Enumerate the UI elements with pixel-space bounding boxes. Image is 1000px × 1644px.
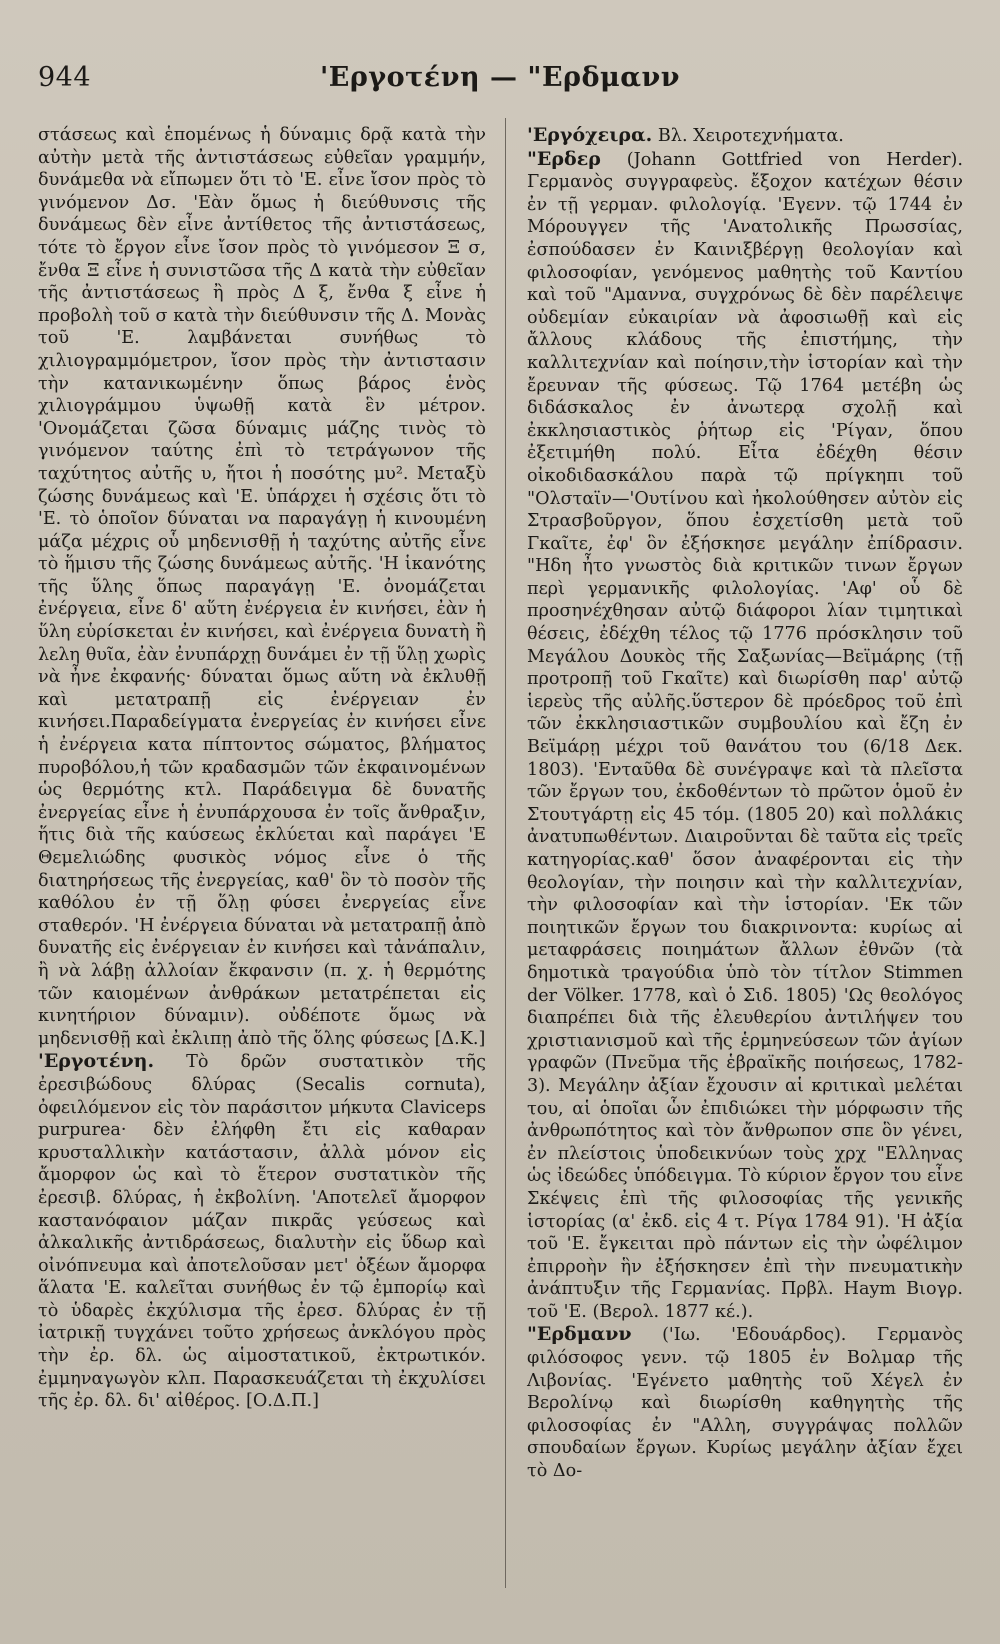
page-header: [38, 62, 962, 106]
page-number: 944: [38, 62, 92, 93]
entry-ergoteni-text: Τὸ δρῶν συστατικὸν τῆς ἐρεσιβώδους δλύρας (Secalis cornuta), ὀφειλόμενον εἰς τὸν παράσιτον μήκυτα Claviceps purpurea· δὲν ἐλήφθη ἔτι εἰς καθαραν κρυσταλλικὴν κατάστασιν, ἀλλὰ μόνον εἰς ἄμορφον ὡς καὶ τὸ ἕτερον συστατικὸν τῆς ἐρεσιβ. δλύρας, ἡ ἐκβολίνη. 'Αποτελεῖ ἄμορφον καστανόφαιον μάζαν πικρᾶς γεύσεως καὶ ἀλκαλικῆς ἀντιδράσεως, διαλυτὴν εἰς ὕδωρ καὶ οἰνόπνευμα καὶ ἀποτελοῦσαν μετ' ὀξέων ἄμορφα ἅλατα 'Ε. καλεῖται συνήθως ἐν τῷ ἐμπορίῳ καὶ τὸ ὑδαρὲς ἐκχύλισμα τῆς ἐρεσ. δλύρας ἐν τῇ ἰατρικῇ τυγχάνει τοῦτο χρήσεως ἀνκλόγου πρὸς τὴν ἐρ. δλ. ὡς αἱμοστατικοῦ, ἐκτρωτικόν. ἐμμηναγωγὸν κλπ. Παρασκευάζεται τὴ ἐκχυλίσει τῆς ἐρ. δλ. δι' αἰθέρος. [Ο.Δ.Π.]: [38, 1052, 486, 1412]
lemma-herder: "Ερδερ: [527, 147, 601, 170]
entry-ergocheira-text: Βλ. Χειροτεχνήματα.: [657, 126, 844, 146]
running-head: 'Εργοτένη — "Ερδμανν: [320, 62, 680, 93]
lemma-ergocheira: 'Εργόχειρα.: [527, 124, 653, 146]
right-column: [527, 124, 963, 1483]
entry-continuation: στάσεως καὶ ἑπομένως ἡ δύναμις δρᾷ κατὰ τὴν αὐτὴν μετὰ τῆς ἀντιστάσεως εὐθεῖαν γραμμήν, δυνάμεθα νὰ εἴπωμεν ὅτι τὸ 'Ε. εἶνε ἴσον πρὸς τὸ γινόμενον Δσ. 'Εὰν ὅμως ἡ διεύθυνσις τῆς δυνάμεως δὲν εἶνε ἀντίθετος τῆς ἀντιστάσεως, τότε τὸ ἔργον εἶνε ἴσον πρὸς τὸ γινόμεσον Ξ σ, ἔνθα Ξ εἶνε ἡ συνιστῶσα τῆς Δ κατὰ τὴν εὐθεῖαν τῆς ἀντιστάσεως ἢ πρὸς Δ ξ, ἔνθα ξ εἶνε ἡ προβολὴ τοῦ σ κατὰ τὴν διεύθυνσιν τῆς Δ. Μονὰς τοῦ 'Ε. λαμβάνεται συνήθως τὸ χιλιογραμμόμετρον, ἴσον πρὸς τὴν ἀντιστασιν τὴν κατανικωμένην ὅπως βάρος ἑνὸς χιλιογράμμου ὑψωθῇ κατὰ ἓν μέτρον. 'Ονομάζεται ζῶσα δύναμις μάζης τινὸς τὸ γινόμενον ταύτης ἐπὶ τὸ τετράγωνον τῆς ταχύτητος αὐτῆς υ, ἤτοι ἡ ποσότης μυ². Μεταξὺ ζώσης δυνάμεως καὶ 'Ε. ὑπάρχει ἡ σχέσις ὅτι τὸ 'Ε. τὸ ὁποῖον δύναται να παραγάγῃ ἡ κινουμένη μάζα μέχρις οὗ μηδενισθῇ ἡ ταχύτης αὐτῆς εἶνε τὸ ἥμισυ τῆς ζώσης δυνάμεως αὐτῆς. 'Η ἱκανότης τῆς ὕλης ὅπως παραγάγῃ 'Ε. ὀνομάζεται ἐνέργεια, εἶνε δ' αὕτη ἐνέργεια ἐν κινήσει, ἐὰν ἡ ὕλη εὑρίσκεται ἐν κινήσει, καὶ ἐνέργεια δυνατὴ ἢ λελη θυῖα, ἐὰν ἐνυπάρχῃ δυνάμει ἐν τῇ ὕλῃ χωρὶς νὰ ἦνε ἐκφανής· δύναται ὅμως αὕτη νὰ ἐκλυθῇ καὶ μετατραπῇ εἰς ἐνέργειαν ἐν κινήσει.Παραδείγματα ἐνεργείας ἐν κινήσει εἶνε ἡ ἐνέργεια κατα πίπτοντος σώματος, βλήματος πυροβόλου,ἡ τῶν κραδασμῶν τῶν ἐκφαινομένων ὡς θερμότης κτλ. Παράδειγμα δὲ δυνατῆς ἐνεργείας εἶνε ἡ ἐνυπάρχουσα ἐν τοῖς ἄνθραξιν, ἥτις διὰ τῆς καύσεως ἐκλύεται καὶ παράγει 'Ε Θεμελιώδης φυσικὸς νόμος εἶνε ὁ τῆς διατηρήσεως τῆς ἐνεργείας, καθ' ὃν τὸ ποσὸν τῆς καθόλου ἐν τῇ ὅλῃ φύσει ἐνεργείας εἶνε σταθερόν. 'Η ἐνέργεια δύναται νὰ μετατραπῇ ἀπὸ δυνατῆς εἰς ἐνέργειαν ἐν κινήσει καὶ τἀνάπαλιν, ἢ νὰ λάβῃ ἀλλοίαν ἔκφανσιν (π. χ. ἡ θερμότης τῶν καιομένων ἀνθράκων μετατρέπεται εἰς κινητήριον δύναμιν). οὐδέποτε ὅμως νὰ μηδενισθῇ καὶ ἐκλιπῃ ἀπὸ τῆς ὅλης φύσεως [Δ.Κ.]: [38, 125, 486, 1049]
left-column: [38, 124, 486, 1413]
entry-erdmann: [527, 1323, 963, 1482]
entry-herder: [527, 148, 963, 1324]
entry-herder-text: (Johann Gottfried von Herder). Γερμανὸς συγγραφεὺς. ἔξοχον κατέχων θέσιν ἐν τῇ γερμαν. φιλολογίᾳ. 'Εγενν. τῷ 1744 ἐν Μόρουγγεν τῆς 'Ανατολικῆς Πρωσσίας, ἐσπούδασεν ἐν Καινιξβέργῃ θεολογίαν καὶ φιλοσοφίαν, γενόμενος μαθητὴς τοῦ Καντίου καὶ τοῦ "Αμαννα, συγχρόνως δὲ δὲν παρέλειψε οὐδεμίαν εὐκαιρίαν νὰ ἀφοσιωθῇ καὶ εἰς ἄλλους κλάδους τῆς ἐπιστήμης, τὴν καλλιτεχνίαν καὶ ποίησιν,τὴν ἱστορίαν καὶ τὴν ἔρευναν τῆς φύσεως. Τῷ 1764 μετέβη ὡς διδάσκαλος ἐν ἀνωτερᾳ σχολῇ καὶ ἐκκλησιαστικὸς ῥήτωρ εἰς 'Ρίγαν, ὅπου ἐξετιμήθη πολύ. Εἶτα ἐδέχθη θέσιν οἰκοδιδασκάλου παρὰ τῷ πρίγκηπι τοῦ "Ολσταϊν—'Ουτίνου καὶ ἠκολούθησεν αὐτὸν εἰς Στρασβοῦργον, ὅπου ἐσχετίσθη μετὰ τοῦ Γκαῖτε, ἐφ' ὃν ἐξήσκησε μεγάλην ἐπίδρασιν. "Ηδη ἦτο γνωστὸς διὰ κριτικῶν τινων ἔργων περὶ γερμανικῆς φιλολογίας. 'Αφ' οὗ δὲ προσηνέχθησαν αὐτῷ διάφοροι λίαν τιμητικαὶ θέσεις, ἐδέχθη τέλος τῷ 1776 πρόσκλησιν τοῦ Μεγάλου Δουκὸς τῆς Σαξωνίας—Βεϊμάρης (τῇ προτροπῇ τοῦ Γκαῖτε) καὶ διωρίσθη παρ' αὐτῷ ἱερεὺς τῆς αὐλῆς.ὕστερον δὲ πρόεδρος τοῦ ἐπὶ τῶν ἐκκλησιαστικῶν συμβουλίου καὶ ἔζη ἐν Βεϊμάρῃ μέχρι τοῦ θανάτου του (6/18 Δεκ. 1803). 'Ενταῦθα δὲ συνέγραψε καὶ τὰ πλεῖστα τῶν ἔργων του, ἐκδοθέντων τὸ πρῶτον ὁμοῦ ἐν Στουτγάρτῃ εἰς 45 τόμ. (1805 20) καὶ πολλάκις ἀνατυπωθέντων. Διαιροῦνται δὲ ταῦτα εἰς τρεῖς κατηγορίας.καθ' ὅσον ἀναφέρονται εἰς τὴν θεολογίαν, τὴν ποιησιν καὶ τὴν καλλιτεχνίαν, τὴν φιλοσοφίαν καὶ τὴν ἱστορίαν. 'Εκ τῶν ποιητικῶν ἔργων του διακρινοντα: κυρίως αἱ μεταφράσεις ποιημάτων ἄλλων ἐθνῶν (τὰ δημοτικὰ τραγούδια ὑπὸ τὸν τίτλον Stimmen der Völker. 1778, καὶ ὁ Σιδ. 1805) 'Ως θεολόγος διαπρέπει διὰ τῆς ἐλευθερίου ἀντιλήψεν του χριστιανισμοῦ καὶ τῆς ἑρμηνεύσεων τῶν ἁγίων γραφῶν (Πνεῦμα τῆς ἑβραϊκῆς ποιήσεως, 1782-3). Μεγάλην ἀξίαν ἔχουσιν αἱ κριτικαὶ μελέται του, αἱ ὁποῖαι ὧν ἐπιδιώκει τὴν μόρφωσιν τῆς ἀνθρωπότητος καὶ τὸν ἄνθρωπον σπε ὃν γένει, ἐν πλείστοις ὑποδεικνύων τοὺς χρχ "Ελληνας ὡς ἰδεώδες ὑπόδειγμα. Τὸ κύριον ἔργον του εἶνε Σκέψεις ἐπὶ τῆς φιλοσοφίας τῆς γενικῆς ἱστορίας (α' ἐκδ. εἰς 4 τ. Ρίγα 1784 91). 'Η ἀξία τοῦ 'Ε. ἔγκειται πρὸ πάντων εἰς τὴν ὠφέλιμον ἐπιρροὴν ἣν ἐξήσκησεν ἐπὶ τὴν πνευματικὴν ἀνάπτυξιν τῆς Γερμανίας. Πρβλ. Haym Βιογρ. τοῦ 'Ε. (Βερολ. 1877 κέ.).: [527, 149, 963, 1322]
lemma-erdmann: "Ερδμανν: [527, 1323, 632, 1346]
entry-ergoteni: [38, 1050, 486, 1413]
lemma-ergoteni: 'Εργοτένη.: [38, 1050, 155, 1073]
entry-ergocheira: [527, 124, 963, 148]
entry-erdmann-text: ('Ιω. 'Εδουάρδος). Γερμανὸς φιλόσοφος γενν. τῷ 1805 ἐν Βολμαρ τῆς Λιβονίας. 'Εγένετο μαθητὴς τοῦ Χέγελ ἐν Βερολίνῳ καὶ διωρίσθη καθηγητὴς τῆς φιλοσοφίας ἐν "Αλλη, συγγράψας πολλῶν σπουδαίων ἔργων. Κυρίως μεγάλην ἀξίαν ἔχει τὸ Δο-: [527, 1325, 963, 1482]
column-rule: [505, 118, 506, 1588]
